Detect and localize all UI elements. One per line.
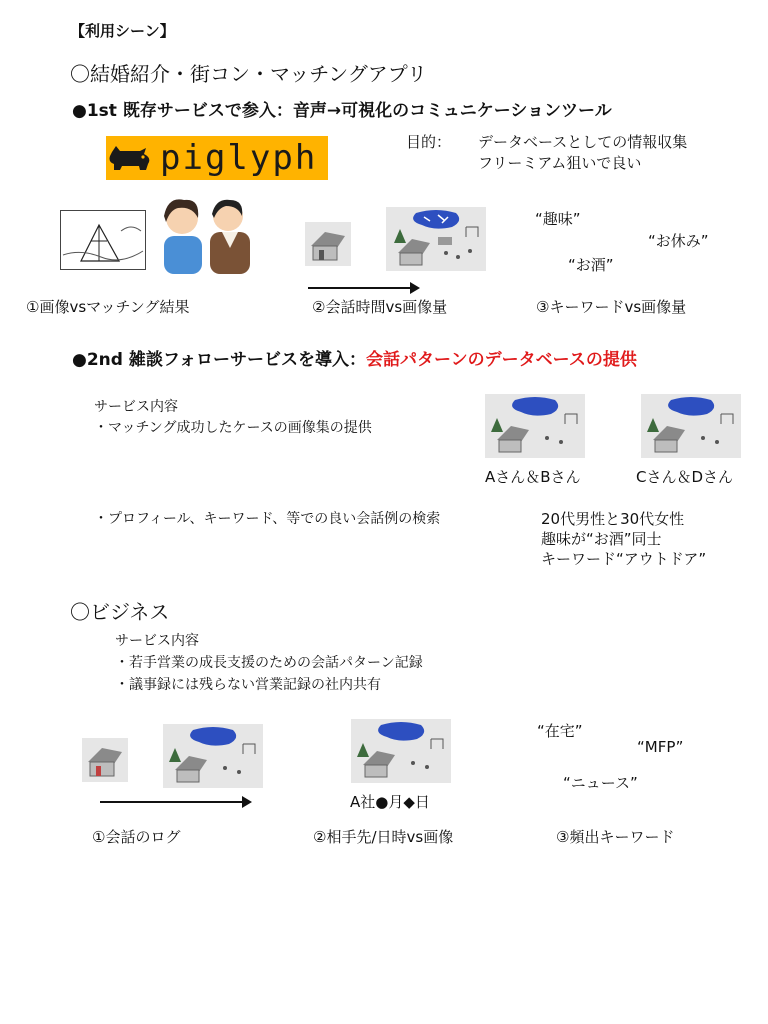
service-label: サービス内容	[94, 399, 178, 415]
business-flow-arrow	[100, 801, 250, 803]
business-item-growth: ・若手営業の成長支援のための会話パターン記録	[115, 655, 423, 671]
business-partner-image	[351, 719, 451, 783]
example-line-3: キーワード“アウトドア”	[541, 550, 707, 568]
page-title: 【利用シーン】	[70, 22, 175, 40]
caption-time-vs-image: ②会話時間vs画像量	[312, 298, 448, 316]
business-small-image	[82, 738, 128, 782]
flow-arrow	[308, 287, 418, 289]
piglyph-logo	[106, 136, 328, 180]
company-date-label: A社●月◆日	[350, 793, 430, 811]
pair-ab-image	[485, 394, 585, 458]
service-item-images: ・マッチング成功したケースの画像集の提供	[94, 420, 372, 436]
keyword-home: “在宅”	[537, 722, 583, 740]
example-line-1: 20代男性と30代女性	[541, 510, 685, 528]
logo-text: piglyph	[160, 138, 318, 178]
service-item-search: ・プロフィール、キーワード、等での良い会話例の検索	[94, 511, 441, 527]
business-large-image	[163, 724, 263, 788]
caption-frequent-keywords: ③頻出キーワード	[556, 828, 675, 846]
small-conversation-image	[305, 222, 351, 266]
keyword-alcohol: “お酒”	[568, 256, 614, 274]
second-step-heading	[72, 345, 637, 370]
pair-cd-label: Cさん＆Dさん	[636, 468, 734, 486]
pig-icon	[106, 142, 154, 174]
keyword-news: “ニュース”	[563, 774, 638, 792]
first-step-heading: ●1st 既存サービスで参入：音声→可視化のコミュニケーションツール	[72, 101, 612, 121]
business-service-label: サービス内容	[115, 633, 199, 649]
example-line-2: 趣味が“お酒”同士	[541, 530, 662, 548]
sketch-image	[60, 210, 146, 270]
purpose-line-2: フリーミアム狙いで良い	[478, 154, 642, 172]
keyword-mfp: “MFP”	[637, 738, 684, 756]
section-business-heading: 〇ビジネス	[70, 600, 170, 624]
caption-image-vs-matching: ①画像vsマッチング結果	[26, 298, 190, 316]
second-step-heading-main: ●2nd 雑談フォローサービスを導入：	[72, 350, 367, 370]
keyword-hobby: “趣味”	[535, 210, 581, 228]
caption-keyword-vs-image: ③キーワードvs画像量	[536, 298, 687, 316]
keyword-holiday: “お休み”	[648, 232, 709, 250]
business-item-sharing: ・議事録には残らない営業記録の社内共有	[115, 677, 381, 693]
pair-ab-label: Aさん＆Bさん	[485, 468, 581, 486]
purpose-line-1: データベースとしての情報収集	[478, 133, 688, 151]
couple-illustration	[150, 192, 256, 274]
purpose-label: 目的：	[406, 133, 452, 151]
caption-partner-date-vs-image: ②相手先/日時vs画像	[313, 828, 454, 846]
second-step-heading-highlight: 会話パターンのデータベースの提供	[366, 350, 637, 370]
pair-cd-image	[641, 394, 741, 458]
caption-conversation-log: ①会話のログ	[92, 828, 181, 846]
section-marriage-heading: 〇結婚紹介・街コン・マッチングアプリ	[70, 62, 427, 86]
large-conversation-image	[386, 207, 486, 271]
